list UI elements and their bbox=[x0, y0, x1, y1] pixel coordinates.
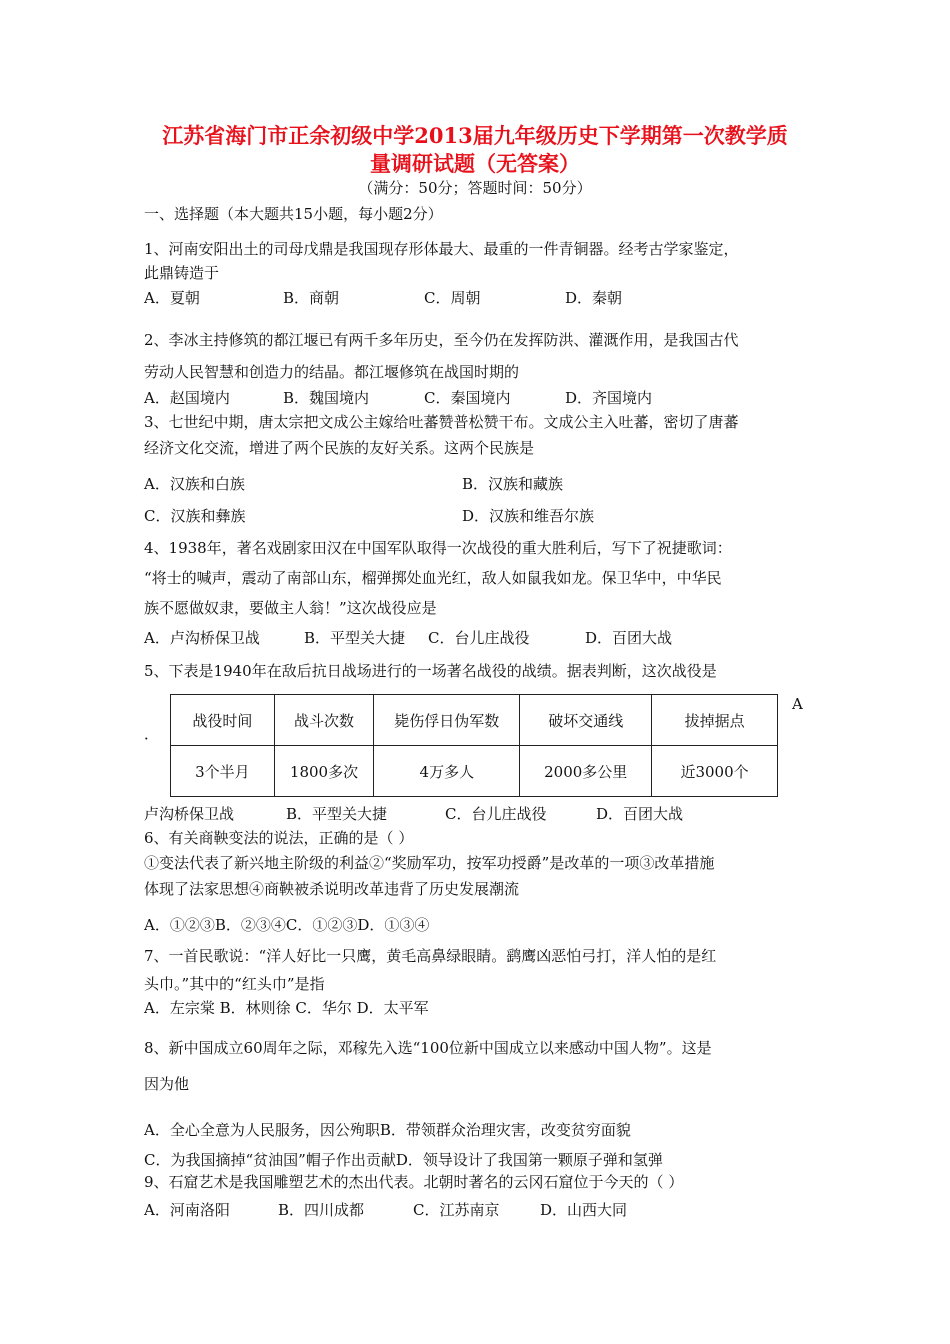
q3-option-c: C．汉族和彝族 bbox=[144, 507, 246, 525]
q9-option-c: C．江苏南京 bbox=[413, 1201, 500, 1219]
table-header-cell: 破坏交通线 bbox=[520, 695, 652, 746]
table-cell: 4万多人 bbox=[374, 746, 520, 797]
table-cell: 1800多次 bbox=[274, 746, 374, 797]
question-4-text: 4、1938年，著名戏剧家田汉在中国军队取得一次战役的重大胜利后，写下了祝捷歌词： bbox=[144, 539, 732, 557]
question-7-text-cont: 头巾。”其中的“红头巾”是指 bbox=[144, 975, 325, 993]
q8-options-cd: C．为我国摘掉“贫油国”帽子作出贡献D．领导设计了我国第一颗原子弹和氢弹 bbox=[144, 1151, 663, 1169]
question-6-text: 6、有关商鞅变法的说法，正确的是（ ） bbox=[144, 829, 414, 847]
section-heading: 一、选择题（本大题共15小题，每小题2分） bbox=[144, 205, 443, 223]
q5-option-b: B．平型关大捷 bbox=[286, 805, 388, 823]
exam-title-line2: 量调研试题（无答案） bbox=[370, 151, 580, 176]
table-header-cell: 战役时间 bbox=[171, 695, 275, 746]
q5-option-a-dot: ． bbox=[144, 725, 160, 743]
table-header-row bbox=[171, 695, 778, 746]
battle-results-table bbox=[170, 694, 778, 797]
q4-option-d: D．百团大战 bbox=[585, 629, 673, 647]
q7-options: A．左宗棠 B．林则徐 C．华尔 D．太平军 bbox=[144, 999, 429, 1017]
q2-option-d: D．齐国境内 bbox=[565, 389, 653, 407]
question-4-text-cont2: 族不愿做奴隶，要做主人翁！”这次战役应是 bbox=[144, 599, 437, 617]
q5-option-a-marker: A bbox=[792, 695, 803, 713]
q3-option-d: D．汉族和维吾尔族 bbox=[462, 507, 595, 525]
exam-meta: （满分：50分；答题时间：50分） bbox=[358, 179, 592, 197]
q5-option-d: D．百团大战 bbox=[596, 805, 684, 823]
table-cell: 2000多公里 bbox=[520, 746, 652, 797]
q2-option-a: A．赵国境内 bbox=[144, 389, 230, 407]
q9-option-d: D．山西大同 bbox=[540, 1201, 628, 1219]
q5-option-a: 卢沟桥保卫战 bbox=[144, 805, 235, 823]
table-row bbox=[171, 746, 778, 797]
question-8-text-cont: 因为他 bbox=[144, 1075, 190, 1093]
question-2-text: 2、李冰主持修筑的都江堰已有两千多年历史，至今仍在发挥防洪、灌溉作用，是我国古代 bbox=[144, 331, 739, 349]
q3-option-b: B．汉族和藏族 bbox=[462, 475, 564, 493]
q5-option-c: C．台儿庄战役 bbox=[445, 805, 547, 823]
question-9-text: 9、石窟艺术是我国雕塑艺术的杰出代表。北朝时著名的云冈石窟位于今天的（ ） bbox=[144, 1173, 684, 1191]
question-1-text-cont: 此鼎铸造于 bbox=[144, 264, 220, 282]
table-cell: 3个半月 bbox=[171, 746, 275, 797]
q9-option-a: A．河南洛阳 bbox=[144, 1201, 230, 1219]
q2-option-b: B．魏国境内 bbox=[283, 389, 370, 407]
q8-options-ab: A．全心全意为人民服务，因公殉职B．带领群众治理灾害，改变贫穷面貌 bbox=[144, 1121, 631, 1139]
q1-option-a: A．夏朝 bbox=[144, 289, 200, 307]
q4-option-b: B．平型关大捷 bbox=[304, 629, 406, 647]
question-3-text: 3、七世纪中期，唐太宗把文成公主嫁给吐蕃赞普松赞干布。文成公主入吐蕃，密切了唐蕃 bbox=[144, 413, 739, 431]
q9-option-b: B．四川成都 bbox=[278, 1201, 365, 1219]
question-3-text-cont: 经济文化交流，增进了两个民族的友好关系。这两个民族是 bbox=[144, 439, 535, 457]
question-4-text-cont: “将士的喊声，震动了南部山东，榴弹掷处血光红，敌人如鼠我如龙。保卫华中，中华民 bbox=[144, 569, 722, 587]
exam-title-line1: 江苏省海门市正余初级中学2013届九年级历史下学期第一次教学质 bbox=[162, 123, 788, 148]
q6-options: A．①②③B．②③④C．①②③D．①③④ bbox=[144, 916, 430, 934]
table-header-cell: 拔掉据点 bbox=[652, 695, 778, 746]
table-header-cell: 毙伤俘日伪军数 bbox=[374, 695, 520, 746]
question-7-text: 7、一首民歌说：“洋人好比一只鹰，黄毛高鼻绿眼睛。鹞鹰凶恶怕弓打，洋人怕的是红 bbox=[144, 947, 717, 965]
table-header-cell: 战斗次数 bbox=[274, 695, 374, 746]
q1-option-c: C．周朝 bbox=[424, 289, 481, 307]
question-6-statements-cont: 体现了法家思想④商鞅被杀说明改革违背了历史发展潮流 bbox=[144, 880, 520, 898]
q1-option-d: D．秦朝 bbox=[565, 289, 623, 307]
q3-option-a: A．汉族和白族 bbox=[144, 475, 245, 493]
q2-option-c: C．秦国境内 bbox=[424, 389, 511, 407]
question-2-text-cont: 劳动人民智慧和创造力的结晶。都江堰修筑在战国时期的 bbox=[144, 363, 520, 381]
q4-option-a: A．卢沟桥保卫战 bbox=[144, 629, 260, 647]
question-6-statements: ①变法代表了新兴地主阶级的利益②“奖励军功，按军功授爵”是改革的一项③改革措施 bbox=[144, 854, 715, 872]
table-cell: 近3000个 bbox=[652, 746, 778, 797]
question-8-text: 8、新中国成立60周年之际，邓稼先入选“100位新中国成立以来感动中国人物”。这是 bbox=[144, 1039, 712, 1057]
question-5-text: 5、下表是1940年在敌后抗日战场进行的一场著名战役的战绩。据表判断，这次战役是 bbox=[144, 662, 717, 680]
question-1-text: 1、河南安阳出土的司母戊鼎是我国现存形体最大、最重的一件青铜器。经考古学家鉴定， bbox=[144, 240, 739, 258]
q4-option-c: C．台儿庄战役 bbox=[428, 629, 530, 647]
q1-option-b: B．商朝 bbox=[283, 289, 340, 307]
